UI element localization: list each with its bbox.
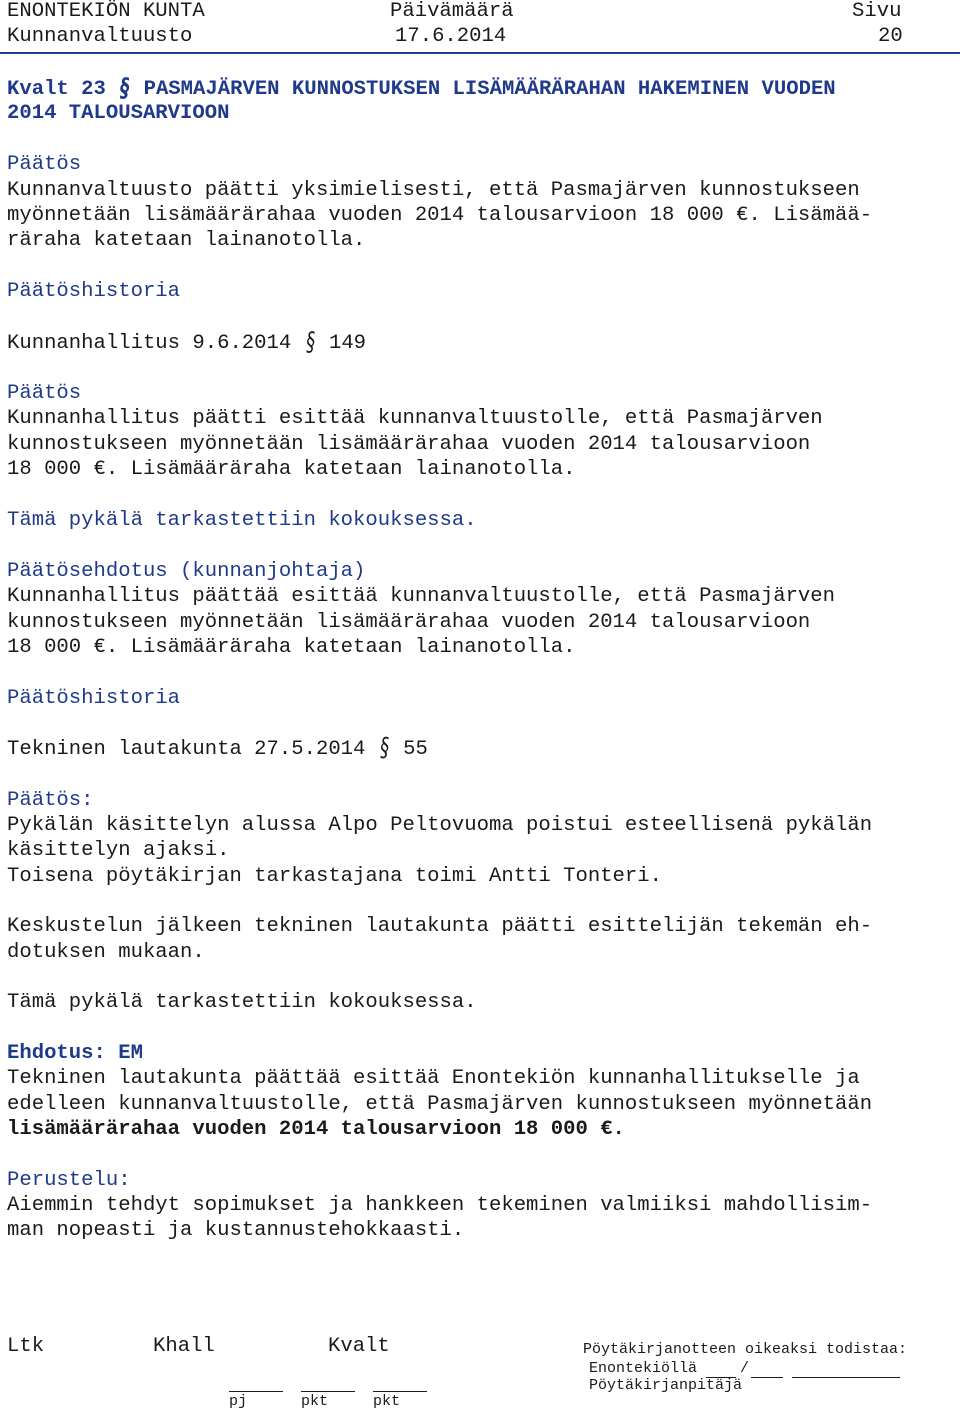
decision2-line: kunnostukseen myönnetään lisämäärärahaa vuoden 2014 talousarvioon <box>7 433 811 456</box>
proposal2-line: Tekninen lautakunta päättää esittää Enontekiön kunnanhallitukselle ja <box>7 1067 860 1090</box>
page-title: Kvalt 23 § PASMAJÄRVEN KUNNOSTUKSEN LISÄMÄÄRÄRAHAN HAKEMINEN VUODEN <box>7 77 836 102</box>
header-date: 17.6.2014 <box>395 25 507 48</box>
proposal1-line: kunnostukseen myönnetään lisämäärärahaa vuoden 2014 talousarvioon <box>7 611 811 634</box>
proposal2-heading: Ehdotus: EM <box>7 1042 143 1065</box>
rationale-heading: Perustelu: <box>7 1169 131 1192</box>
footer-slash: / <box>740 1360 750 1377</box>
decision1-line: räraha katetaan lainanotolla. <box>7 229 366 252</box>
footer-initials-pj: pj <box>229 1393 248 1410</box>
rationale-line: man nopeasti ja kustannustehokkaasti. <box>7 1219 465 1242</box>
page-title-cont: 2014 TALOUSARVIOON <box>7 102 230 125</box>
history2-meeting: Tekninen lautakunta 27.5.2014 § 55 <box>7 737 428 762</box>
decision2-line: 18 000 €. Lisämääräraha katetaan lainanotolla. <box>7 458 576 481</box>
header-divider <box>0 52 960 54</box>
initials-line <box>373 1391 427 1392</box>
decision3-heading: Päätös: <box>7 789 94 812</box>
rationale-line: Aiemmin tehdyt sopimukset ja hankkeen tekeminen valmiiksi mahdollisim- <box>7 1194 873 1217</box>
decision2-heading: Päätös <box>7 382 82 405</box>
footer-certify: Pöytäkirjanotteen oikeaksi todistaa: <box>583 1341 908 1358</box>
footer-initials-pkt: pkt <box>373 1393 401 1410</box>
proposal2-bold-line: lisämäärärahaa vuoden 2014 talousarvioon 18 000 €. <box>7 1118 625 1141</box>
proposal1-line: 18 000 €. Lisämääräraha katetaan lainanotolla. <box>7 636 576 659</box>
proposal1-line: Kunnanhallitus päättää esittää kunnanvaltuustolle, että Pasmajärven <box>7 585 836 608</box>
footer-ltk: Ltk <box>7 1335 45 1358</box>
header-municipality: ENONTEKIÖN KUNTA <box>7 0 205 23</box>
signature-line <box>792 1377 900 1378</box>
history1-heading: Päätöshistoria <box>7 280 181 303</box>
footer-place: Enontekiöllä <box>589 1360 698 1377</box>
decision2-line: Kunnanhallitus päätti esittää kunnanvaltuustolle, että Pasmajärven <box>7 407 823 430</box>
decision3-discussion: dotuksen mukaan. <box>7 941 205 964</box>
footer-kvalt: Kvalt <box>328 1335 390 1358</box>
footer-khall: Khall <box>153 1335 215 1358</box>
footer-signer: Pöytäkirjanpitäjä <box>589 1377 743 1394</box>
history1-meeting: Kunnanhallitus 9.6.2014 § 149 <box>7 331 366 356</box>
decision3-line: käsittelyn ajaksi. <box>7 839 230 862</box>
initials-line <box>301 1391 355 1392</box>
decision3-line: Toisena pöytäkirjan tarkastajana toimi Antti Tonteri. <box>7 865 662 888</box>
decision1-line: Kunnanvaltuusto päätti yksimielisesti, että Pasmajärven kunnostukseen <box>7 179 860 202</box>
header-date-label: Päivämäärä <box>390 0 514 23</box>
decision3-line: Pykälän käsittelyn alussa Alpo Peltovuoma poistui esteellisenä pykälän <box>7 814 873 837</box>
decision2-note: Tämä pykälä tarkastettiin kokouksessa. <box>7 509 477 532</box>
signature-line <box>751 1377 783 1378</box>
header-page-label: Sivu <box>852 0 902 23</box>
header-page: 20 <box>878 25 903 48</box>
decision3-note: Tämä pykälä tarkastettiin kokouksessa. <box>7 991 477 1014</box>
decision3-discussion: Keskustelun jälkeen tekninen lautakunta päätti esittelijän tekemän eh- <box>7 915 873 938</box>
decision1-line: myönnetään lisämäärärahaa vuoden 2014 talousarvioon 18 000 €. Lisämää- <box>7 204 873 227</box>
decision1-heading: Päätös <box>7 153 82 176</box>
section-icon: § <box>377 733 391 764</box>
proposal2-line: edelleen kunnanvaltuustolle, että Pasmajärven kunnostukseen myönnetään <box>7 1093 873 1116</box>
initials-line <box>229 1391 283 1392</box>
header-body: Kunnanvaltuusto <box>7 25 193 48</box>
section-icon: § <box>118 73 132 104</box>
history2-heading: Päätöshistoria <box>7 687 181 710</box>
section-icon: § <box>303 327 317 358</box>
proposal1-heading: Päätösehdotus (kunnanjohtaja) <box>7 560 366 583</box>
footer-initials-pkt: pkt <box>301 1393 329 1410</box>
